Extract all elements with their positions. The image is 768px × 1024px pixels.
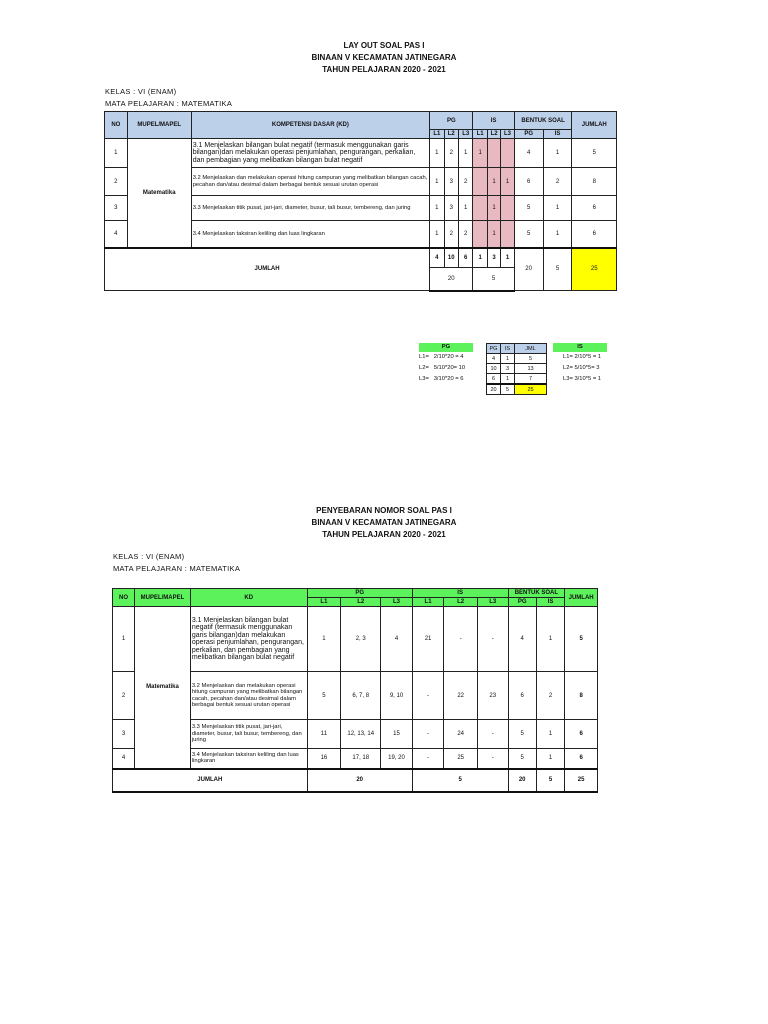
doc1-title-line: LAY OUT SOAL PAS I: [343, 41, 425, 50]
calc-is-lines: [563, 352, 601, 385]
kd-cell: 3.2 Menjelaskan dan melakukan operasi hitung campuran yang melibatkan bilangan cacah, pecahan dan/atau desimal dalam berbagai bentuk sesuai urutan operasi: [191, 168, 429, 196]
col-pg-l2: L2: [341, 598, 381, 607]
total-is: 5: [412, 769, 508, 792]
col-no: NO: [105, 112, 128, 139]
col-jumlah: JUMLAH: [572, 112, 617, 139]
col-bentuk-pg: PG: [508, 598, 536, 607]
pg-l1: 11: [307, 720, 341, 749]
table-row: [105, 139, 617, 168]
col-kd: KD: [190, 589, 307, 607]
bentuk-pg: 4: [514, 139, 543, 168]
col-is-l2: L2: [444, 598, 478, 607]
col-bentuk-is: IS: [543, 130, 572, 139]
total-bentuk-is: 5: [543, 248, 572, 291]
is-l2: 1: [487, 168, 500, 196]
is-l2: 1: [487, 196, 500, 221]
mupel-cell: Matematika: [135, 607, 191, 769]
pg-l1: 1: [430, 196, 444, 221]
is-l3: [501, 196, 514, 221]
calc-is-line: L1= 2/10*5 = 1: [563, 354, 602, 360]
bentuk-is: 1: [543, 196, 572, 221]
pg-l3: 19, 20: [381, 749, 413, 769]
bentuk-pg: 5: [508, 749, 536, 769]
total-is-l3: 1: [501, 248, 514, 268]
bentuk-is: 2: [543, 168, 572, 196]
pg-l1: 1: [430, 168, 444, 196]
calc-pg-header: [419, 343, 473, 352]
calc-cell: 20: [487, 384, 501, 395]
doc2-title-line: PENYEBARAN NOMOR SOAL PAS I: [316, 506, 452, 515]
col-pg-l1: L1: [430, 130, 444, 139]
calc-val: 3/10*20 = 6: [433, 376, 464, 382]
is-l1: 1: [473, 139, 487, 168]
total-row: [113, 769, 598, 792]
calc-pg-lines: [419, 352, 465, 385]
calc-val: 5/10*20= 10: [433, 365, 466, 371]
pg-l2: 3: [444, 196, 458, 221]
calc-pg-line: [419, 352, 465, 363]
bentuk-pg: 4: [508, 607, 536, 672]
col-jumlah: JUMLAH: [565, 589, 598, 607]
calc-val: 2/10*20 = 4: [433, 354, 464, 360]
is-l3: [501, 221, 514, 248]
pg-l1: 1: [430, 221, 444, 248]
pg-l1: 16: [307, 749, 341, 769]
pg-l3: 9, 10: [381, 672, 413, 720]
bentuk-is: 1: [536, 720, 564, 749]
layout-table: [104, 111, 617, 292]
row-jumlah: 6: [572, 221, 617, 248]
total-pg-l2: 10: [444, 248, 458, 268]
calc-row: [487, 384, 547, 395]
bentuk-pg: 6: [508, 672, 536, 720]
total-is-l2: 3: [487, 248, 500, 268]
is-l3: [501, 139, 514, 168]
kd-cell: 3.2 Menjelaskan dan melakukan operasi hitung campuran yang melibatkan bilangan cacah, pecahan dan/atau desimal dalam berbagai bentuk sesuai urutan operasi: [190, 672, 307, 720]
row-no: 1: [113, 607, 135, 672]
pg-l3: 1: [458, 139, 472, 168]
is-l1: -: [412, 720, 444, 749]
row-jumlah: 8: [572, 168, 617, 196]
total-is-sum: 5: [473, 268, 514, 291]
calc-cell: 3: [501, 364, 515, 374]
calc-cell: 1: [501, 374, 515, 385]
col-is-l3: L3: [477, 598, 508, 607]
pg-l1: 5: [307, 672, 341, 720]
total-jumlah: 25: [565, 769, 598, 792]
total-pg: 20: [307, 769, 412, 792]
col-pg: PG: [307, 589, 412, 598]
row-no: 3: [113, 720, 135, 749]
col-bentuk-pg: PG: [514, 130, 543, 139]
pg-l3: 15: [381, 720, 413, 749]
bentuk-pg: 5: [514, 196, 543, 221]
calc-col: PG: [487, 344, 501, 354]
calc-pg-header-label: PG: [419, 343, 473, 352]
is-l2: 22: [444, 672, 478, 720]
doc1-title-line: BINAAN V KECAMATAN JATINEGARA: [311, 53, 457, 62]
doc2-title-line: BINAAN V KECAMATAN JATINEGARA: [311, 518, 457, 527]
is-l3: -: [477, 720, 508, 749]
row-jumlah: 6: [572, 196, 617, 221]
kd-cell: 3.1 Menjelaskan bilangan bulat negatif (termasuk menggunakan garis bilangan)dan melakukan operasi penjumlahan, pengurangan, perkalian, dan pembagian yang melibatkan bilangan bulat negatif: [191, 139, 429, 168]
calc-cell: 6: [487, 374, 501, 385]
pg-l2: 6, 7, 8: [341, 672, 381, 720]
calc-cell: 10: [487, 364, 501, 374]
total-pg-l3: 6: [458, 248, 472, 268]
calc-pg-line: [419, 374, 465, 385]
is-l3: 23: [477, 672, 508, 720]
calc-col: JML: [515, 344, 547, 354]
pg-l1: 1: [307, 607, 341, 672]
total-bentuk-is: 5: [536, 769, 564, 792]
pg-l2: 2: [444, 139, 458, 168]
col-is-l3: L3: [501, 130, 514, 139]
pg-l2: 2, 3: [341, 607, 381, 672]
calc-is-line: L2= 5/10*5= 3: [563, 365, 600, 371]
pg-l1: 1: [430, 139, 444, 168]
calc-cell: 7: [515, 374, 547, 385]
is-l3: -: [477, 607, 508, 672]
col-pg-l2: L2: [444, 130, 458, 139]
distribution-table: [112, 588, 598, 793]
col-pg-l1: L1: [307, 598, 341, 607]
calc-pg-line: [419, 363, 465, 374]
doc2-title: [0, 505, 768, 541]
row-no: 2: [113, 672, 135, 720]
calc-key: L3=: [419, 376, 429, 382]
kd-cell: 3.4 Menjelaskan taksiran keliling dan luas lingkaran: [190, 749, 307, 769]
bentuk-is: 1: [543, 139, 572, 168]
total-bentuk-pg: 20: [514, 248, 543, 291]
col-no: NO: [113, 589, 135, 607]
col-is-l1: L1: [473, 130, 487, 139]
col-is-l2: L2: [487, 130, 500, 139]
is-l1: [473, 221, 487, 248]
col-mupel: MUPEL/MAPEL: [127, 112, 191, 139]
calc-key: L1=: [419, 354, 429, 360]
col-bentuk: BENTUK SOAL: [508, 589, 565, 598]
calc-cell: 4: [487, 354, 501, 364]
row-no: 2: [105, 168, 128, 196]
bentuk-is: 1: [543, 221, 572, 248]
row-jumlah: 6: [565, 749, 598, 769]
table-row: [113, 607, 598, 672]
row-no: 4: [105, 221, 128, 248]
col-is: IS: [412, 589, 508, 598]
col-kd: KOMPETENSI DASAR (KD): [191, 112, 429, 139]
calc-row: [487, 354, 547, 364]
kd-cell: 3.3 Menjelaskan titik pusat, jari-jari, diameter, busur, tali busur, tembereng, dan juring: [191, 196, 429, 221]
total-bentuk-pg: 20: [508, 769, 536, 792]
kd-cell: 3.4 Menjelaskan taksiran keliling dan luas lingkaran: [191, 221, 429, 248]
col-pg-l3: L3: [381, 598, 413, 607]
row-jumlah: 8: [565, 672, 598, 720]
is-l2: [487, 139, 500, 168]
col-pg-l3: L3: [458, 130, 472, 139]
col-mupel: MUPEL/MAPEL: [135, 589, 191, 607]
col-pg: PG: [430, 112, 473, 130]
pg-l3: 4: [381, 607, 413, 672]
total-pg-l1: 4: [430, 248, 444, 268]
is-l1: [473, 196, 487, 221]
pg-l2: 2: [444, 221, 458, 248]
is-l1: -: [412, 672, 444, 720]
calc-cell: 25: [515, 384, 547, 395]
total-pg-sum: 20: [430, 268, 473, 291]
is-l1: 21: [412, 607, 444, 672]
doc1-mapel: MATA PELAJARAN : MATEMATIKA: [105, 99, 233, 108]
doc2-kelas: KELAS : VI (ENAM): [113, 552, 185, 561]
calc-cell: 13: [515, 364, 547, 374]
doc2-mapel: MATA PELAJARAN : MATEMATIKA: [113, 564, 241, 573]
pg-l3: 2: [458, 168, 472, 196]
calc-is-header-label: IS: [553, 343, 607, 352]
is-l1: [473, 168, 487, 196]
row-no: 1: [105, 139, 128, 168]
calc-col: IS: [501, 344, 515, 354]
total-is-l1: 1: [473, 248, 487, 268]
total-label: JUMLAH: [105, 248, 430, 291]
total-label: JUMLAH: [113, 769, 308, 792]
calc-is-header: [553, 343, 607, 352]
row-no: 4: [113, 749, 135, 769]
bentuk-is: 2: [536, 672, 564, 720]
pg-l2: 3: [444, 168, 458, 196]
calc-row: [487, 374, 547, 385]
is-l2: 25: [444, 749, 478, 769]
col-is-l1: L1: [412, 598, 444, 607]
bentuk-is: 1: [536, 607, 564, 672]
pg-l2: 12, 13, 14: [341, 720, 381, 749]
is-l2: 24: [444, 720, 478, 749]
is-l2: 1: [487, 221, 500, 248]
row-no: 3: [105, 196, 128, 221]
kd-cell: 3.1 Menjelaskan bilangan bulat negatif (termasuk menggunakan garis bilangan)dan melakukan operasi penjumlahan, pengurangan, perkalian, dan pembagian yang melibatkan bilangan bulat negatif: [190, 607, 307, 672]
calc-key: L2=: [419, 365, 429, 371]
bentuk-pg: 5: [508, 720, 536, 749]
bentuk-pg: 6: [514, 168, 543, 196]
row-jumlah: 6: [565, 720, 598, 749]
calc-row: [487, 364, 547, 374]
calc-summary-table: [486, 343, 547, 395]
kd-cell: 3.3 Menjelaskan titik pusat, jari-jari, diameter, busur, tali busur, tembereng, dan juring: [190, 720, 307, 749]
calc-cell: 1: [501, 354, 515, 364]
bentuk-is: 1: [536, 749, 564, 769]
col-bentuk-is: IS: [536, 598, 564, 607]
doc1-kelas: KELAS : VI (ENAM): [105, 87, 177, 96]
calc-cell: 5: [501, 384, 515, 395]
total-jumlah: 25: [572, 248, 617, 291]
is-l3: -: [477, 749, 508, 769]
pg-l3: 1: [458, 196, 472, 221]
calc-cell: 5: [515, 354, 547, 364]
doc1-title: [0, 40, 768, 76]
is-l3: 1: [501, 168, 514, 196]
doc1-title-line: TAHUN PELAJARAN 2020 - 2021: [322, 65, 446, 74]
doc2-title-line: TAHUN PELAJARAN 2020 - 2021: [322, 530, 446, 539]
col-bentuk: BENTUK SOAL: [514, 112, 572, 130]
total-row: [105, 248, 617, 268]
mupel-cell: Matematika: [127, 139, 191, 248]
pg-l3: 2: [458, 221, 472, 248]
calc-is-line: L3= 3/10*5 = 1: [563, 376, 602, 382]
is-l2: -: [444, 607, 478, 672]
pg-l2: 17, 18: [341, 749, 381, 769]
row-jumlah: 5: [565, 607, 598, 672]
col-is: IS: [473, 112, 514, 130]
is-l1: -: [412, 749, 444, 769]
row-jumlah: 5: [572, 139, 617, 168]
bentuk-pg: 5: [514, 221, 543, 248]
